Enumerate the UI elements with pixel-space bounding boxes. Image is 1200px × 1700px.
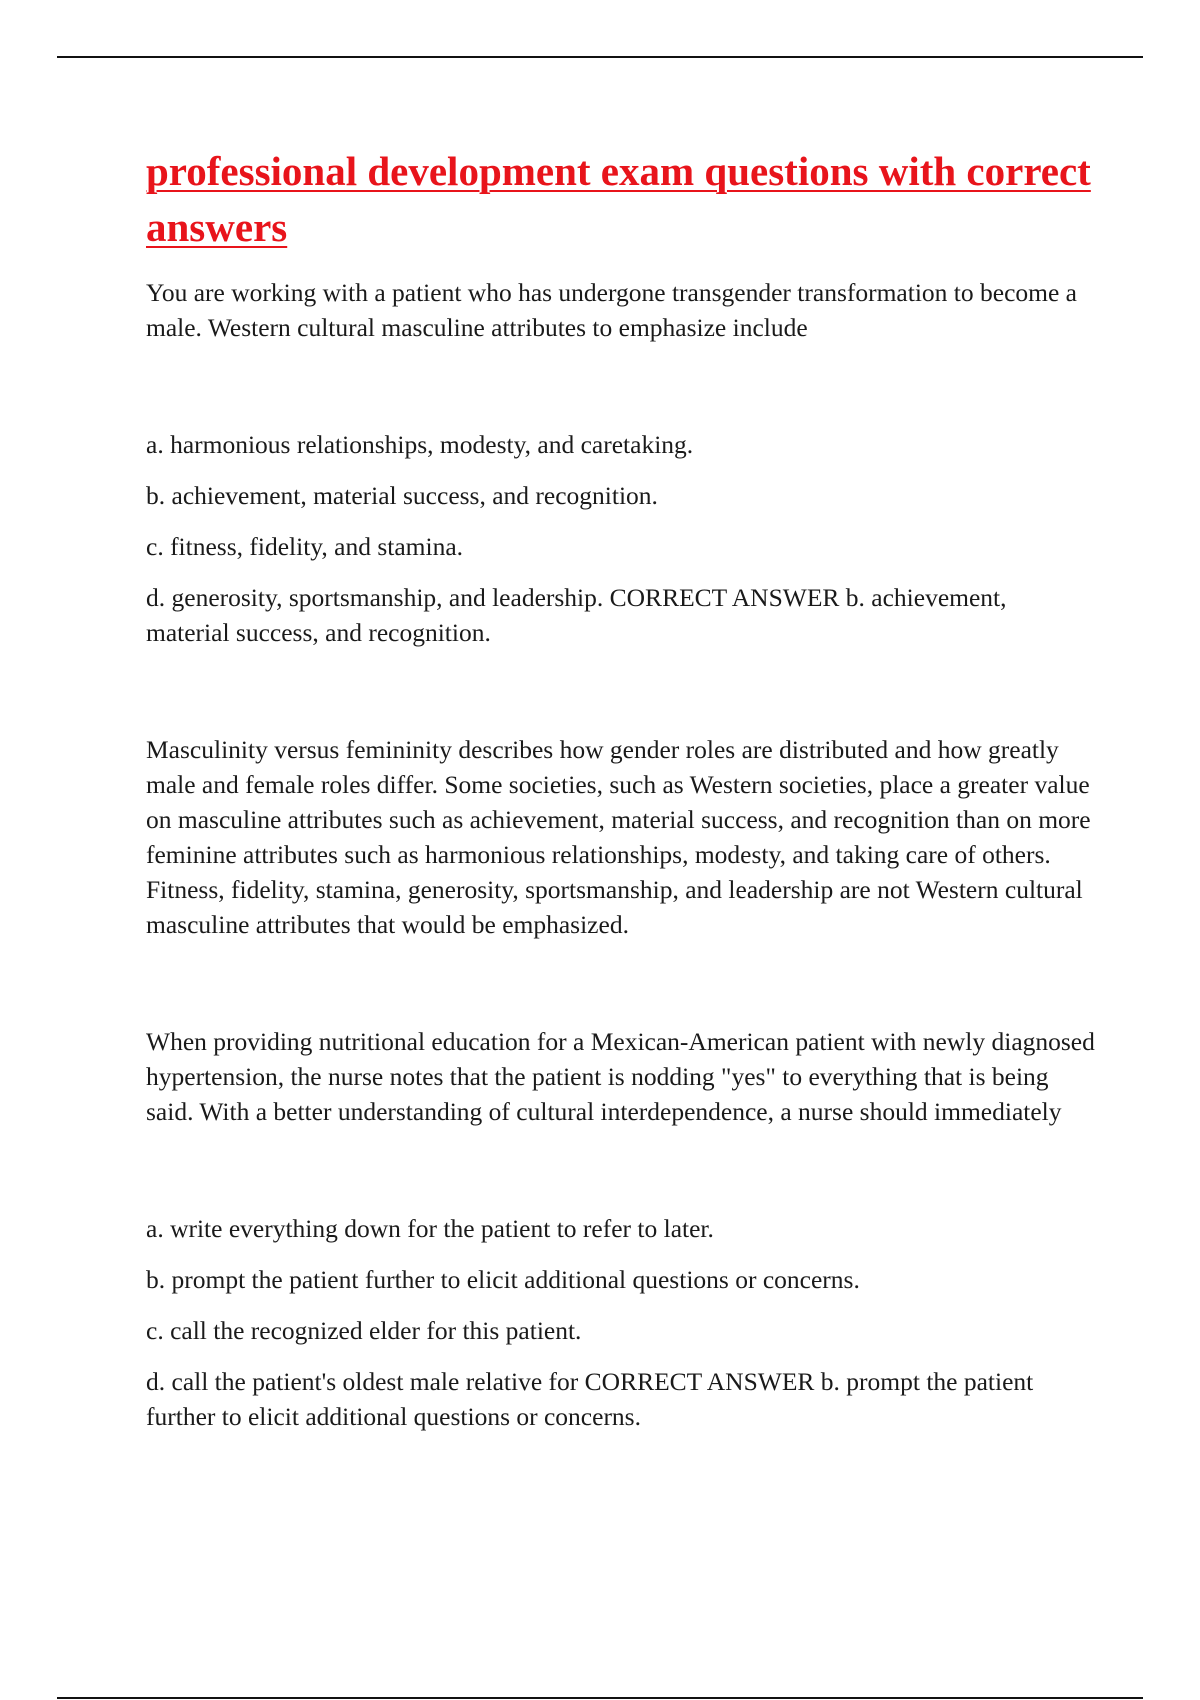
question-2-option-d-answer: d. call the patient's oldest male relative for CORRECT ANSWER b. prompt the patient further to elicit additional questions or concerns. [146, 1367, 1034, 1431]
question-1-option-c: c. fitness, fidelity, and stamina. [146, 532, 464, 561]
page-bottom-rule [57, 1697, 1143, 1699]
question-1-stem: You are working with a patient who has undergone transgender transformation to become a male. Western cultural masculine attributes to emphasize include [146, 278, 1077, 342]
question-1-option-b: b. achievement, material success, and recognition. [146, 481, 658, 510]
question-2-option-b: b. prompt the patient further to elicit additional questions or concerns. [146, 1265, 860, 1294]
document-body [146, 143, 1096, 1450]
document-title: professional development exam questions with correct answers [146, 148, 1091, 250]
question-2-option-c: c. call the recognized elder for this patient. [146, 1316, 582, 1345]
question-1-option-a: a. harmonious relationships, modesty, and caretaking. [146, 430, 694, 459]
question-2-option-a: a. write everything down for the patient to refer to later. [146, 1214, 714, 1243]
question-1-explanation: Masculinity versus femininity describes how gender roles are distributed and how greatly male and female roles differ. Some societies, such as Western societies, place a greater value on masculine attributes such as achievement, material success, and recognition than on more feminine attributes such as harmonious relationships, modesty, and taking care of others. Fitness, fidelity, stamina, generosity, sportsmanship, and leadership are not Western cultural masculine attributes that would be emphasized. [146, 735, 1091, 939]
question-1-option-d-answer: d. generosity, sportsmanship, and leadership. CORRECT ANSWER b. achievement, material success, and recognition. [146, 583, 1007, 647]
question-2-stem: When providing nutritional education for a Mexican-American patient with newly diagnosed hypertension, the nurse notes that the patient is nodding "yes" to everything that is being said. With a better understanding of cultural interdependence, a nurse should immediately [146, 1027, 1095, 1126]
page-top-rule [57, 56, 1143, 58]
